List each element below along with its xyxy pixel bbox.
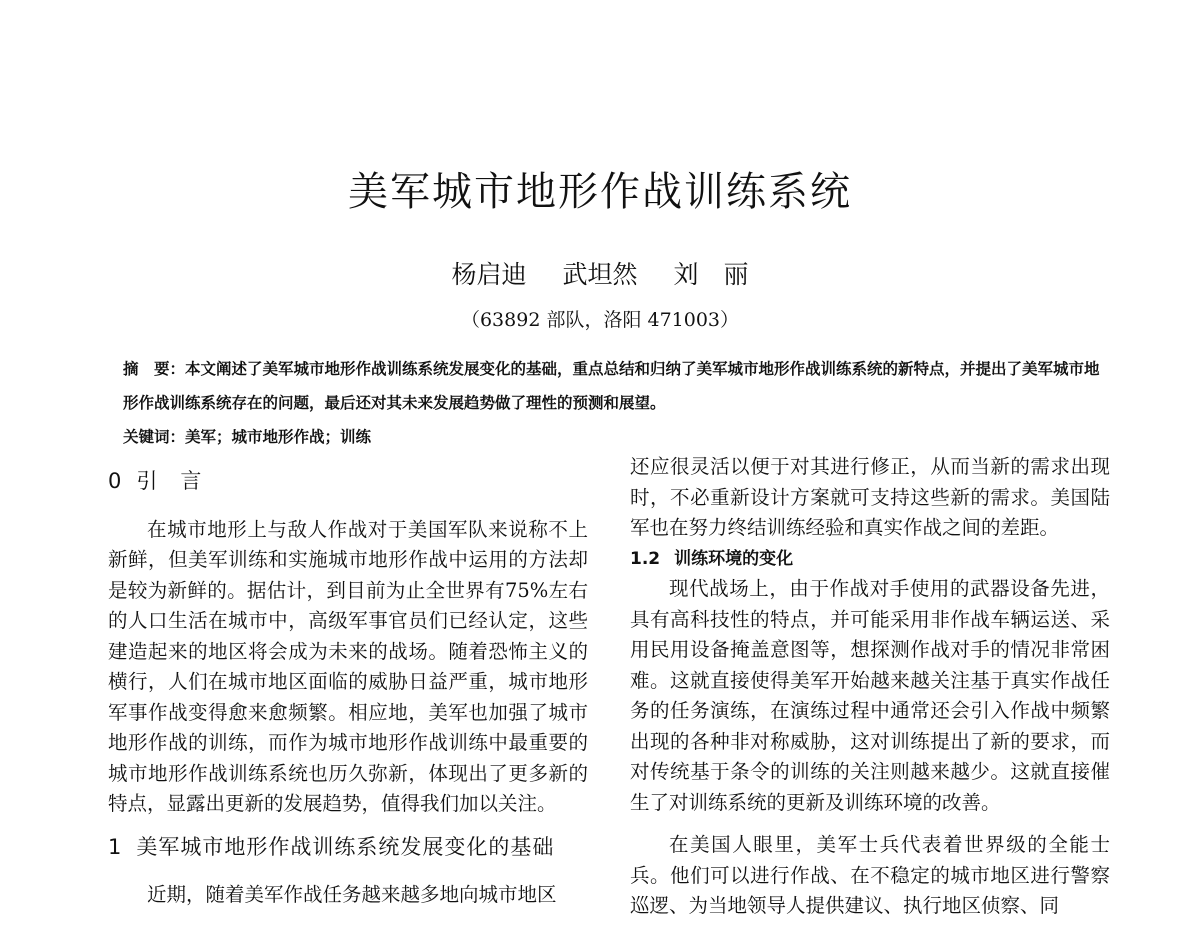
abstract-text: 本文阐述了美军城市地形作战训练系统发展变化的基础，重点总结和归纳了美军城市地形作战训练系统的新特点，并提出了美军城市地形作战训练系统存在的问题，最后还对其未来发展趋势做了理性的预测和展望。 — [123, 360, 1100, 412]
keywords-label: 关键词： — [123, 428, 186, 446]
section-heading-0 — [108, 466, 588, 497]
body-paragraph: 在城市地形上与敌人作战对于美国军队来说称不上新鲜，但美军训练和实施城市地形作战中运用的方法却是较为新鲜的。据估计，到目前为止全世界有75%左右的人口生活在城市中，高级军事官员们已经认定，这些建造起来的地区将会成为未来的战场。随着恐怖主义的横行，人们在城市地区面临的威胁日益严重，城市地形军事作战变得愈来愈频繁。相应地，美军也加强了城市地形作战的训练，而作为城市地形作战训练中最重要的城市地形作战训练系统也历久弥新，体现出了更多新的特点，显露出更新的发展趋势，值得我们加以关注。 — [108, 517, 588, 815]
body-paragraph: 现代战场上，由于作战对手使用的武器设备先进，具有高科技性的特点，并可能采用非作战车辆运送、采用民用设备掩盖意图等，想探测作战对手的情况非常困难。这就直接使得美军开始越来越关注基于真实作战任务的任务演练，在演练过程中通常还会引入作战中频繁出现的各种非对称威胁，这对训练提出了新的要求，而对传统基于条令的训练的关注则越来越少。这就直接催生了对训练系统的更新及训练环境的改善。 — [630, 577, 1110, 814]
section-title: 引 言 — [136, 469, 203, 493]
keywords-text: 美军；城市地形作战；训练 — [185, 428, 372, 446]
body-paragraph: 还应很灵活以便于对其进行修正，从而当新的需求出现时，不必重新设计方案就可支持这些新的需求。美国陆军也在努力终结训练经验和真实作战之间的差距。 — [630, 455, 1110, 539]
subsection-title: 训练环境的变化 — [674, 548, 794, 569]
author-affiliation: （63892 部队，洛阳 471003） — [460, 309, 740, 331]
left-column — [108, 452, 588, 911]
author-name: 刘 丽 — [673, 260, 749, 289]
body-paragraph: 近期，随着美军作战任务越来越多地向城市地区 — [147, 883, 557, 906]
right-column — [630, 452, 1110, 922]
author-name: 武坦然 — [562, 260, 638, 289]
author-name: 杨启迪 — [451, 260, 527, 289]
author-list — [0, 255, 1200, 291]
paper-title: 美军城市地形作战训练系统 — [348, 169, 852, 215]
abstract-block — [123, 352, 1103, 454]
abstract — [123, 352, 1103, 420]
section-title: 美军城市地形作战训练系统发展变化的基础 — [136, 834, 555, 859]
section-heading-1 — [108, 832, 588, 863]
body-paragraph: 在美国人眼里，美军士兵代表着世界级的全能士兵。他们可以进行作战、在不稳定的城市地区进行警察巡逻、为当地领导人提供建议、执行地区侦察、同 — [630, 833, 1110, 917]
keywords — [123, 420, 1103, 454]
abstract-label: 摘 要： — [123, 360, 186, 378]
subsection-heading-1-2 — [630, 544, 1110, 575]
section-number: 0 — [108, 469, 123, 493]
subsection-number: 1.2 — [630, 548, 661, 569]
section-number: 1 — [108, 834, 123, 859]
